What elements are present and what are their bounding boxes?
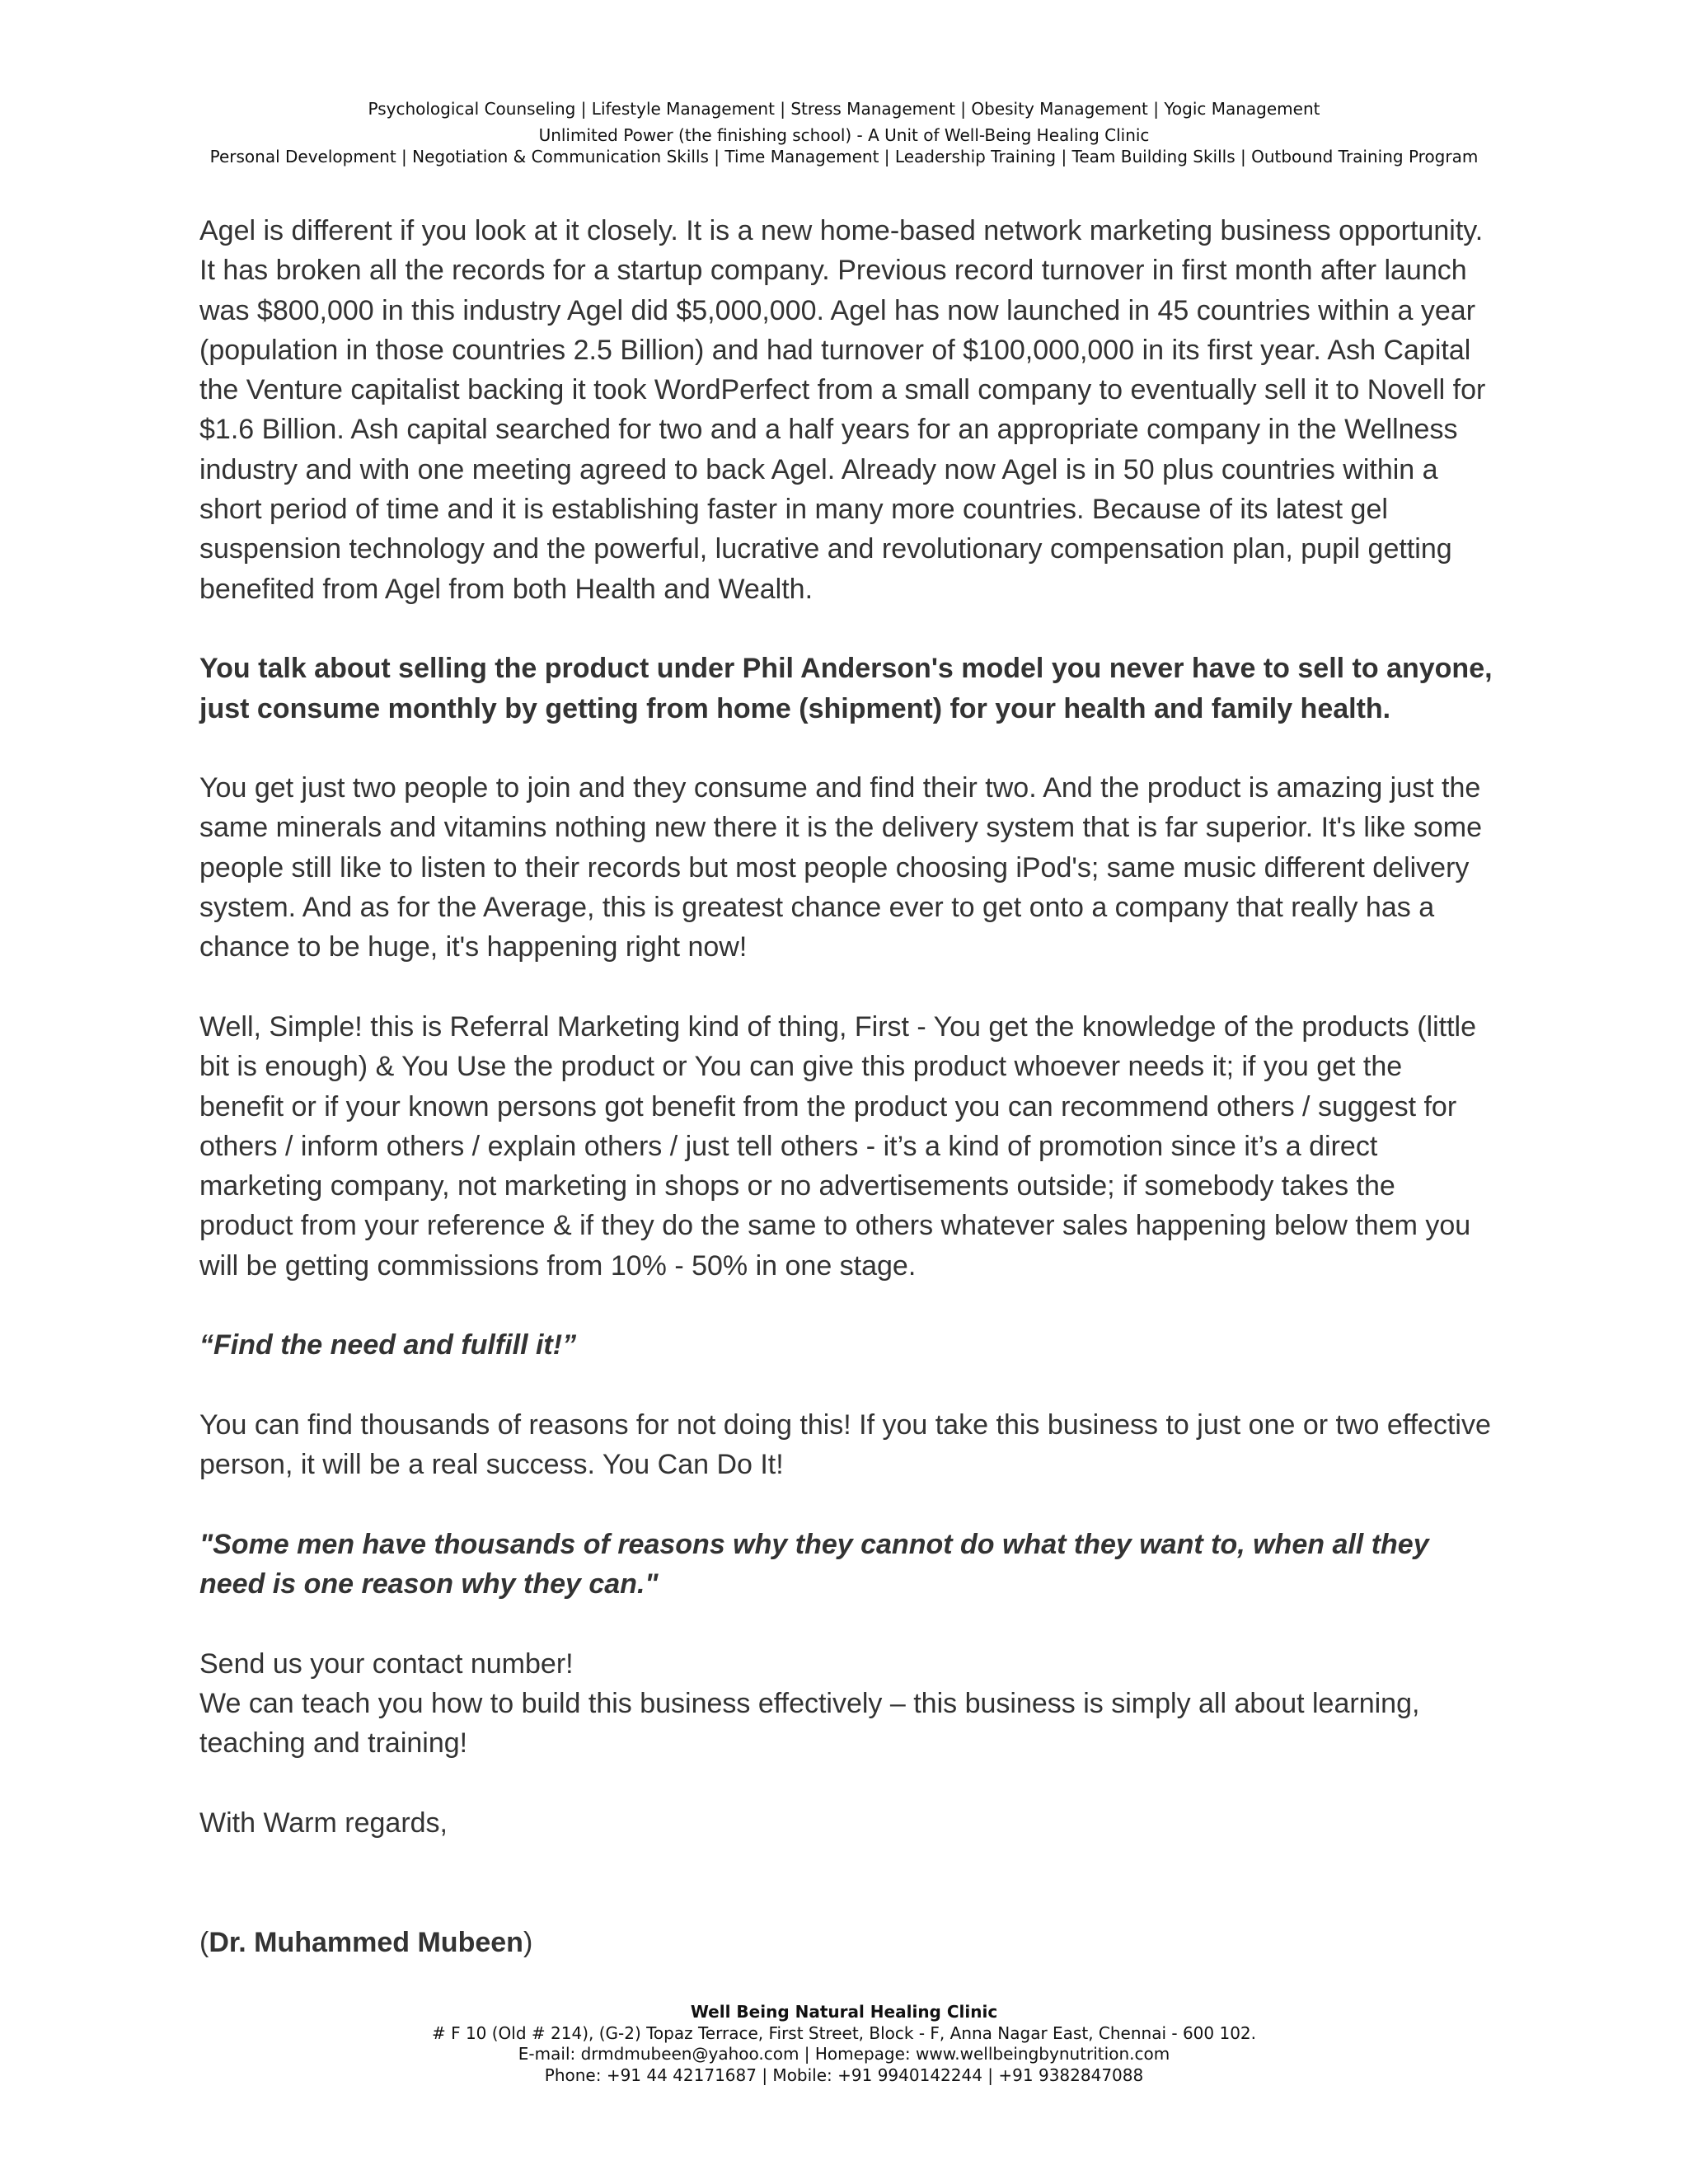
signature-close-paren: ) xyxy=(523,1926,533,1958)
letterhead-header xyxy=(0,96,1688,166)
signature-name: Dr. Muhammed Mubeen xyxy=(209,1926,523,1958)
footer-clinic-name: Well Being Natural Healing Clinic xyxy=(690,2002,998,2022)
paragraph-selling-model: You talk about selling the product under Phil Anderson's model you never have to sell to anyone, just consume monthly by getting from home (shipment) for your health and family health. xyxy=(199,653,1493,724)
paragraph-send-contact: Send us your contact number! xyxy=(199,1647,574,1680)
paragraph-agel-intro: Agel is different if you look at it closely. It is a new home-based network marketing business opportunity. It has broken all the records for a startup company. Previous record turnover in first month after launch was $800,000 in this industry Agel did $5,000,000. Agel has now launched in 45 countries within a year (population in those countries 2.5 Billion) and had turnover of $100,000,000 in its first year. Ash Capital the Venture capitalist backing it took WordPerfect from a small company to eventually sell it to Novell for $1.6 Billion. Ash capital searched for two and a half years for an appropriate company in the Wellness industry and with one meeting agreed to back Agel. Already now Agel is in 50 plus countries within a short period of time and it is establishing faster in many more countries. Because of its latest gel suspension technology and the powerful, lucrative and revolutionary compensation plan, pupil getting benefited from Agel from both Health and Wealth. xyxy=(199,215,1486,605)
header-unit-line: Unlimited Power (the finishing school) - A Unit of Well-Being Healing Clinic xyxy=(538,125,1150,145)
signature xyxy=(199,1923,1493,1962)
quote-some-men: "Some men have thousands of reasons why they cannot do what they want to, when all they need is one reason why they can." xyxy=(199,1528,1429,1601)
paragraph-teach-business: We can teach you how to build this business effectively – this business is simply all about learning, teaching and training! xyxy=(199,1687,1420,1760)
closing-regards: With Warm regards, xyxy=(199,1807,448,1839)
header-programs-line: Personal Development | Negotiation & Communication Skills | Time Management | Leadership Training | Team Building Skills | Outbound Training Program xyxy=(209,147,1479,166)
paragraph-referral-marketing: Well, Simple! this is Referral Marketing kind of thing, First - You get the knowledge of the products (little bit is enough) & You Use the product or You can give this product whoever needs it; if you get the benefit or if your known persons got benefit from the product you can recommend others / suggest for others / inform others / explain others / just tell others - it’s a kind of promotion since it’s a direct marketing company, not marketing in shops or no advertisements outside; if somebody takes the product from your reference & if they do the same to others whatever sales happening below them you will be getting commissions from 10% - 50% in one stage. xyxy=(199,1010,1476,1282)
footer-phones: Phone: +91 44 42171687 | Mobile: +91 9940142244 | +91 9382847088 xyxy=(544,2064,1144,2085)
letter-body xyxy=(199,211,1493,1962)
footer-email-web: E-mail: drmdmubeen@yahoo.com | Homepage: www.wellbeingbynutrition.com xyxy=(518,2044,1170,2064)
paragraph-two-people: You get just two people to join and they consume and find their two. And the product is amazing just the same minerals and vitamins nothing new there it is the delivery system that is far superior. It's like some people still like to listen to their records but most people choosing iPod's; same music different delivery system. And as for the Average, this is greatest chance ever to get onto a company that really has a chance to be huge, it's happening right now! xyxy=(199,772,1483,963)
quote-find-the-need: “Find the need and fulfill it!” xyxy=(199,1329,577,1361)
footer-address: # F 10 (Old # 214), (G-2) Topaz Terrace, First Street, Block - F, Anna Nagar East, Chennai - 600 102. xyxy=(431,2022,1257,2043)
header-services-line: Psychological Counseling | Lifestyle Management | Stress Management | Obesity Management | Yogic Management xyxy=(368,99,1320,119)
signature-open-paren: ( xyxy=(199,1926,209,1958)
letterhead-footer xyxy=(0,2002,1688,2086)
paragraph-you-can-do-it: You can find thousands of reasons for not doing this! If you take this business to just one or two effective person, it will be a real success. You Can Do It! xyxy=(199,1408,1491,1481)
